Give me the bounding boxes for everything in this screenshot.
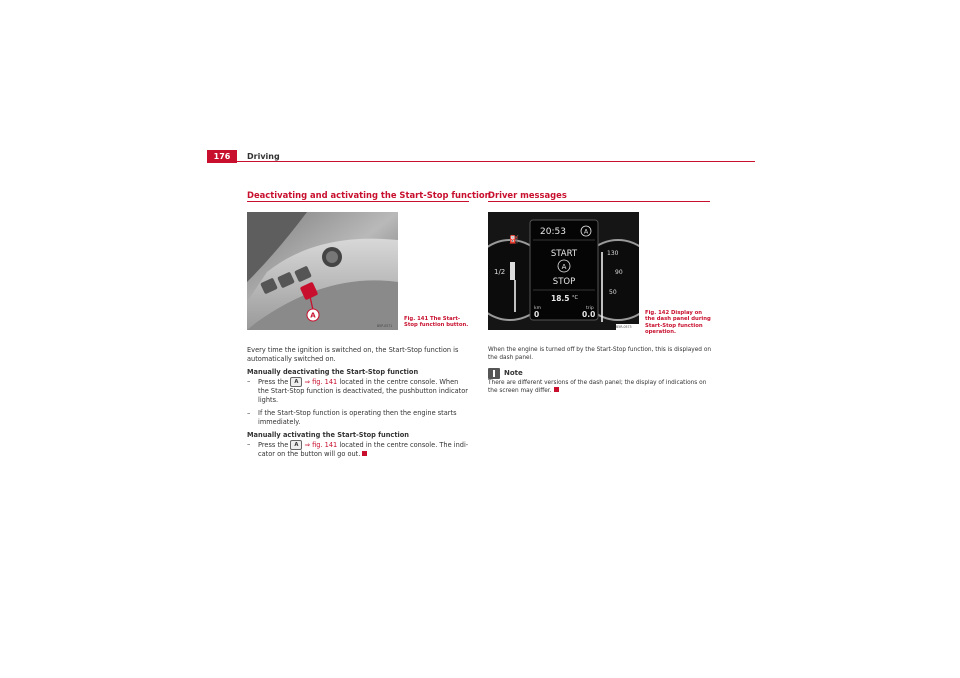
driver-message-paragraph: When the engine is turned off by the Start-Stop function, this is displayed on the dash panel. <box>488 347 712 361</box>
fig-141-link[interactable]: ⇒ fig. 141 <box>304 441 338 449</box>
figure-callout-a: A <box>310 311 316 320</box>
left-heading-rule <box>247 201 469 202</box>
page-number: 176 <box>207 150 237 163</box>
speed-130: 130 <box>607 250 619 257</box>
section-title: Driving <box>247 152 280 161</box>
right-heading: Driver messages <box>488 190 567 200</box>
dash-panel-display-photo <box>488 212 639 330</box>
display-km-label: km <box>534 306 541 311</box>
display-trip-label: trip <box>586 306 594 311</box>
figure-code: B5R-0573 <box>616 324 639 330</box>
display-trip-value: 0.0 <box>582 310 596 319</box>
list-item: – Press the A ⇒ fig. 141 located in the centre console. The indi-cator on the button will go out. <box>247 440 469 458</box>
display-stop-label: STOP <box>552 277 576 287</box>
button-a-badge: A <box>290 377 302 387</box>
fig-141-link[interactable]: ⇒ fig. 141 <box>304 378 338 386</box>
speed-50: 50 <box>609 289 617 296</box>
note-paragraph: There are different versions of the dash panel; the display of indications on the screen may differ. <box>488 380 707 394</box>
note-header: Note <box>488 368 712 379</box>
intro-paragraph: Every time the ignition is switched on, the Start-Stop function is automatically switched on. <box>247 346 459 363</box>
list-item: – Press the A ⇒ fig. 141 located in the centre console. When the Start-Stop function is deactivated, the pushbutton indicator lights. <box>247 377 468 404</box>
display-temp-unit: °C <box>572 295 578 301</box>
list-item: – If the Start-Stop function is operating then the engine starts immediately. <box>247 409 457 426</box>
display-km-value: 0 <box>534 310 540 319</box>
fuel-pump-icon: ⛽ <box>509 235 519 244</box>
start-stop-symbol-icon: A <box>561 263 567 271</box>
left-body <box>247 346 471 459</box>
figure-code: B5P-0571 <box>377 324 393 328</box>
note-info-icon <box>488 368 500 379</box>
left-heading: Deactivating and activating the Start-Stop function <box>247 190 491 200</box>
figure-142-caption: Fig. 142 Display on the dash panel during Start-Stop function operation. <box>645 310 711 336</box>
auto-mode-icon: A <box>583 228 589 236</box>
figure-141-caption: Fig. 141 The Start-Stop function button. <box>404 316 469 329</box>
subheading-activate: Manually activating the Start-Stop function <box>247 431 409 439</box>
header-divider <box>207 161 755 162</box>
section-end-mark <box>362 451 367 456</box>
display-time: 20:53 <box>540 227 566 237</box>
button-a-badge: A <box>290 440 302 450</box>
display-start-label: START <box>550 249 578 259</box>
right-heading-rule <box>488 201 710 202</box>
fuel-half-mark: 1/2 <box>494 268 506 276</box>
start-stop-button-photo <box>247 212 398 330</box>
speed-90: 90 <box>615 269 623 276</box>
subheading-deactivate: Manually deactivating the Start-Stop function <box>247 368 419 376</box>
display-temperature: 18.5 <box>551 294 570 303</box>
right-body <box>488 346 712 395</box>
section-end-mark <box>554 387 559 392</box>
